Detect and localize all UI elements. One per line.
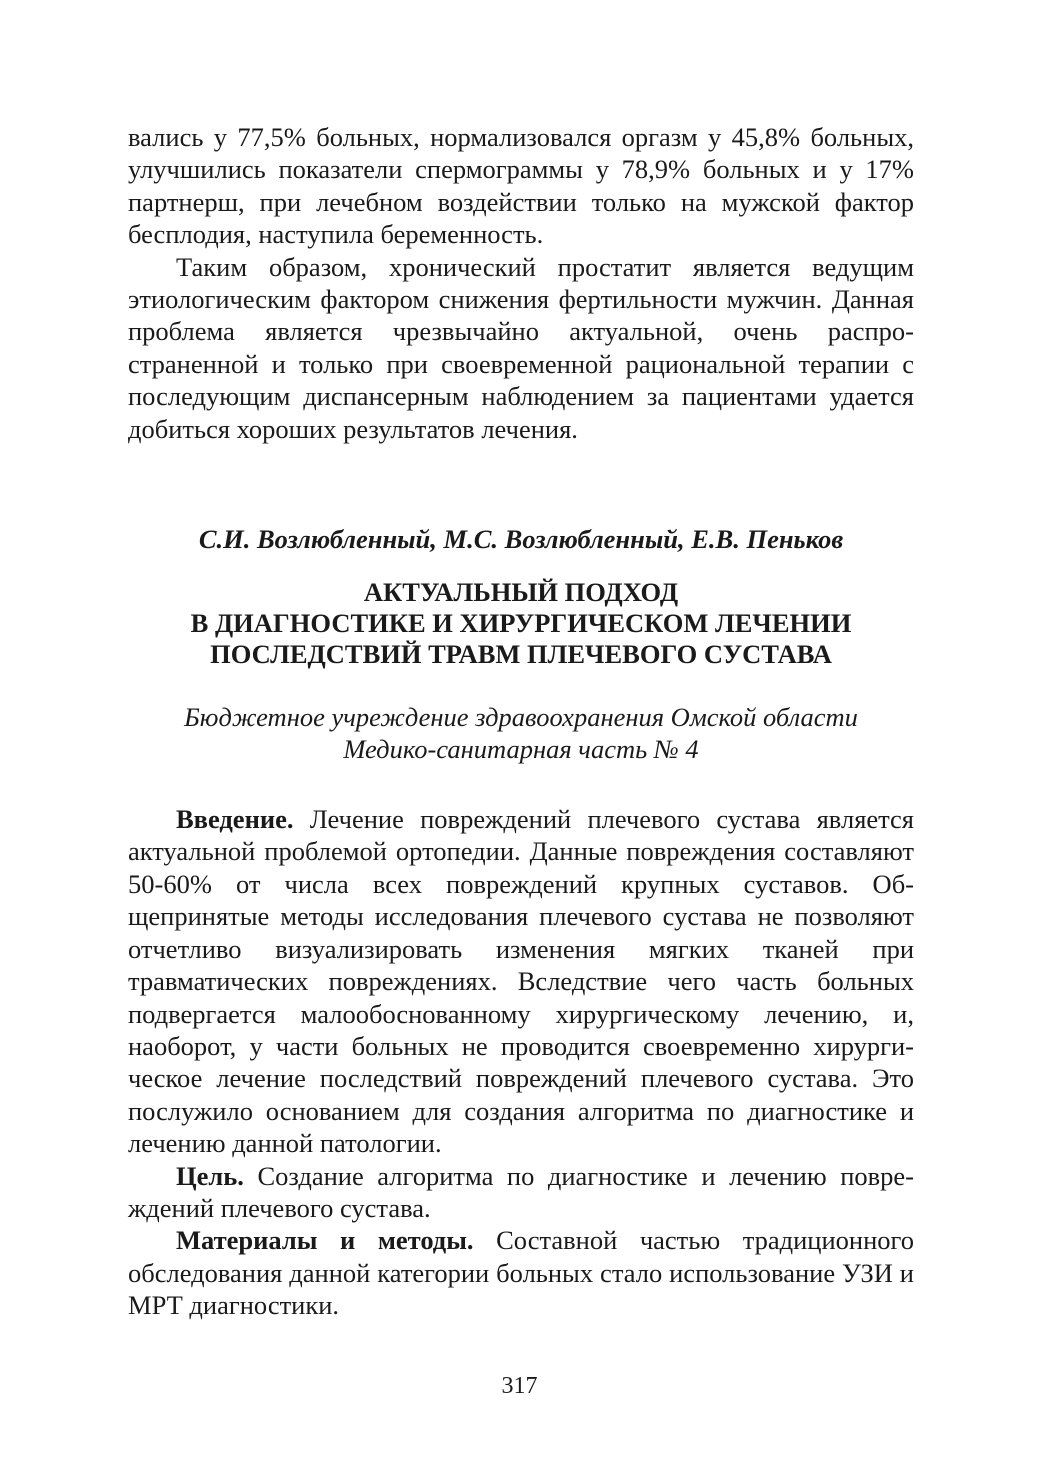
methods-paragraph	[128, 1224, 914, 1321]
goal-paragraph	[128, 1160, 914, 1225]
intro-label: Введение.	[176, 804, 294, 835]
intro-text: Лечение повреждений плечевого сустава является актуальной проблемой ортопедии. Данные повреждения составляют 50-60% от числа всех повреждений крупных суставов. Общепринятые методы исследования плечевого сустава не позволяют отчетливо визуализировать изменения мягких тканей при травматических повреждениях. Вследствие чего часть больных подвергается малообоснованному хирургическому лечению, и, наоборот, у части больных не проводится своевременно хирургическое лечение последствий повреждений плечевого сустава. Это послужило основанием для создания алгоритма по диагностике и лечению данной патологии.	[128, 804, 914, 1159]
article-title-line: В ДИАГНОСТИКЕ И ХИРУРГИЧЕСКОМ ЛЕЧЕНИИ	[190, 608, 852, 639]
article-title-line: ПОСЛЕДСТВИЙ ТРАВМ ПЛЕЧЕВОГО СУСТАВА	[210, 639, 832, 670]
continuation-paragraph-2: Таким образом, хронический простатит является ведущим этиологическим фактором снижения фертильности мужчин. Данная проблема является чрезвычайно актуальной, очень распространенной и только при своевременной рациональной терапии с последующим диспансерным наблюдением за пациентами удается добиться хороших результатов лечения.	[128, 251, 914, 444]
affiliation-line: Медико-санитарная часть № 4	[343, 734, 699, 765]
intro-paragraph	[128, 803, 914, 1159]
affiliation-line: Бюджетное учреждение здравоохранения Омской области	[184, 702, 858, 733]
goal-text: Создание алгоритма по диагностике и лечению повреждений плечевого сустава.	[128, 1160, 914, 1223]
article-title-line: АКТУАЛЬНЫЙ ПОДХОД	[363, 577, 679, 608]
methods-label: Материалы и методы.	[176, 1225, 474, 1256]
continuation-paragraph-1: вались у 77,5% больных, нормализовался оргазм у 45,8% больных, улучшились показатели спермограммы у 78,9% больных и у 17% партнерш, при лечебном воздействии только на мужской фактор бесплодия, наступила беременность.	[128, 122, 914, 250]
article-title	[128, 577, 914, 670]
article-affiliation	[128, 701, 914, 765]
goal-label: Цель.	[176, 1160, 244, 1191]
page-body	[128, 121, 914, 1322]
article-authors: С.И. Возлюбленный, М.С. Возлюбленный, Е.В. Пеньков	[198, 524, 844, 555]
methods-text: Составной частью традиционного обследования данной категории больных стало использование УЗИ и МРТ диагностики.	[128, 1225, 914, 1321]
page-number: 317	[501, 1373, 538, 1399]
